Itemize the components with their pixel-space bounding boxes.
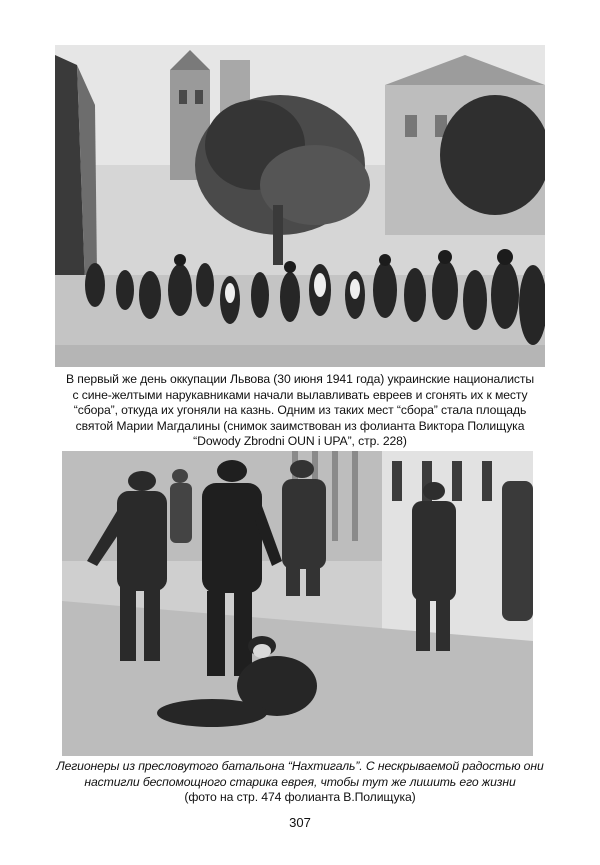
photo-caption-legionnaires [40, 759, 560, 806]
caption-line: (фото на стр. 474 фолианта В.Полищука) [184, 790, 416, 804]
photo-caption-street [40, 372, 560, 450]
caption-line: “Dowody Zbrodni OUN i UPA”, стр. 228) [193, 434, 407, 448]
caption-line: Легионеры из пресловутого батальона “Нахтигаль”. С нескрываемой радостью они [56, 759, 544, 773]
page-number: 307 [289, 815, 311, 830]
photo-legionnaires [62, 451, 533, 756]
caption-line: “сбора”, откуда их угоняли на казнь. Одним из таких мест “сбора” стала площадь [73, 403, 527, 417]
caption-line: В первый же день оккупации Львова (30 июня 1941 года) украинские националисты [65, 372, 535, 386]
caption-line: настигли беспомощного старика еврея, чтобы тут же лишить его жизни [84, 774, 516, 789]
caption-line: святой Марии Магдалины (снимок заимствован из фолианта Виктора Полищука [75, 418, 525, 433]
caption-line: с сине-желтыми нарукавниками начали вылавливать евреев и сгонять их к месту [72, 387, 528, 402]
photo-street-crowd [55, 45, 545, 367]
